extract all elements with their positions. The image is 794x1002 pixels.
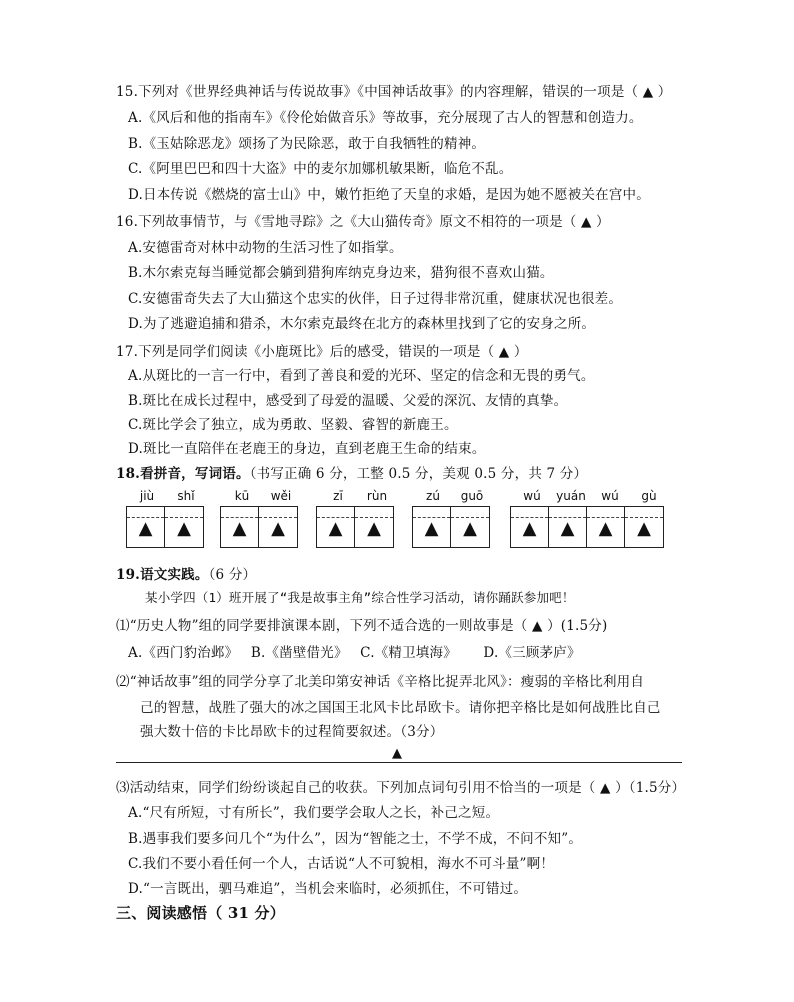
- q19-sub3-stem: ⑶活动结束，同学们纷纷谈起自己的收获。下列加点词句引用不恰当的一项是（ ▲ ）（1.5分）: [116, 780, 686, 796]
- q15-option-c: C.《阿里巴巴和四十大盗》中的麦尔加娜机敏果断，临危不乱。: [128, 161, 513, 177]
- q18-header: [116, 462, 587, 482]
- answer-mark: ▲: [367, 518, 381, 539]
- q19-sub2-line2: 己的智慧，战胜了强大的冰之国国王北风卡比昂欧卡。请你把辛格比是如何战胜比自己: [140, 700, 661, 716]
- q19-sub3-option-d: D.“一言既出，驷马难追”，当机会来临时，必须抓住，不可错过。: [128, 881, 528, 897]
- pinyin-label: shǐ: [177, 489, 195, 503]
- word-box-4[interactable]: [412, 506, 490, 548]
- word-box-3[interactable]: [316, 506, 394, 548]
- q16-option-a: A.安德雷奇对林中动物的生活习性了如指掌。: [128, 240, 403, 256]
- char-cell[interactable]: [355, 507, 393, 547]
- char-cell[interactable]: [451, 507, 489, 547]
- char-cell[interactable]: [587, 507, 625, 547]
- char-cell[interactable]: [127, 507, 165, 547]
- answer-mark: ▲: [637, 518, 651, 539]
- char-cell[interactable]: [549, 507, 587, 547]
- char-cell[interactable]: [511, 507, 549, 547]
- char-cell[interactable]: [413, 507, 451, 547]
- q17-option-b: B.斑比在成长过程中，感受到了母爱的温暖、父爱的深沉、友情的真挚。: [128, 393, 568, 409]
- answer-mark: ▲: [177, 518, 191, 539]
- pinyin-label: rùn: [366, 489, 388, 503]
- section-3-title: 三、阅读感悟（ 31 分）: [116, 904, 285, 922]
- q17-option-c: C.斑比学会了独立，成为勇敢、坚毅、睿智的新鹿王。: [128, 417, 458, 433]
- pinyin-label: wú: [523, 489, 541, 503]
- q15-option-d: D.日本传说《燃烧的富士山》中，嫩竹拒绝了天皇的求婚，是因为她不愿被关在宫中。: [128, 187, 650, 203]
- word-box-5[interactable]: [510, 506, 664, 548]
- q17-stem: 17.下列是同学们阅读《小鹿斑比》后的感受，错误的一项是（ ▲ ）: [116, 344, 528, 360]
- q19-sub1-option-b: B.《凿壁借光》: [250, 645, 348, 661]
- q19-score: （6 分）: [208, 567, 257, 583]
- char-cell[interactable]: [221, 507, 259, 547]
- q15-option-a: A.《风后和他的指南车》《伶伦始做音乐》等故事，充分展现了古人的智慧和创造力。: [128, 110, 643, 126]
- answer-mark: ▲: [232, 518, 247, 539]
- answer-mark: ▲: [463, 518, 477, 539]
- q16-option-b: B.木尔索克每当睡觉都会躺到猎狗库纳克身边来，猎狗很不喜欢山猫。: [128, 265, 554, 281]
- pinyin-label: yuán: [556, 489, 586, 503]
- q19-sub1-options: [128, 641, 581, 661]
- q19-sub2-line1: ⑵“神话故事”组的同学分享了北美印第安神话《辛格比捉弄北风》：瘦弱的辛格比利用自: [116, 674, 645, 690]
- pinyin-label: wěi: [270, 489, 292, 503]
- pinyin-label: jiù: [139, 489, 155, 503]
- answer-mark: ▲: [271, 518, 285, 539]
- q18-scoring-note: （书写正确 6 分，工整 0.5 分，美观 0.5 分，共 7 分）: [249, 466, 588, 482]
- answer-mark: ▲: [138, 518, 153, 539]
- q17-option-d: D.斑比一直陪伴在老鹿王的身边，直到老鹿王生命的结束。: [128, 441, 486, 457]
- answer-mark: ▲: [560, 518, 575, 539]
- q19-title: 19.语文实践。: [116, 567, 209, 583]
- answer-mark: ▲: [424, 518, 439, 539]
- pinyin-label: kū: [234, 489, 250, 503]
- word-box-1[interactable]: [126, 506, 204, 548]
- char-cell[interactable]: [259, 507, 297, 547]
- answer-mark: ▲: [522, 518, 537, 539]
- q18-title: 18.看拼音，写词语。: [116, 466, 250, 482]
- q19-sub1-option-a: A.《西门豹治邺》: [128, 645, 239, 661]
- q19-sub1-stem: ⑴“历史人物”组的同学要排演课本剧，下列不适合选的一则故事是（ ▲ ）(1.5分): [116, 618, 608, 634]
- q15-option-b: B.《玉姑除恶龙》颂扬了为民除恶，敢于自我牺牲的精神。: [128, 136, 486, 152]
- q19-sub1-option-c: C.《精卫填海》: [360, 645, 457, 661]
- pinyin-row: [0, 489, 794, 507]
- q17-option-a: A.从斑比的一言一行中，看到了善良和爱的光环、坚定的信念和无畏的勇气。: [128, 368, 595, 384]
- pinyin-label: gù: [641, 489, 657, 503]
- answer-mark: ▲: [328, 518, 343, 539]
- pinyin-label: zú: [426, 489, 440, 503]
- q16-stem: 16.下列故事情节，与《雪地寻踪》之《大山猫传奇》原文不相符的一项是（ ▲ ）: [116, 214, 610, 230]
- q19-sub3-option-c: C.我们不要小看任何一个人，古话说“人不可貌相，海水不可斗量”啊！: [128, 856, 555, 872]
- q16-option-c: C.安德雷奇失去了大山猫这个忠实的伙伴，日子过得非常沉重，健康状况也很差。: [128, 291, 623, 307]
- q16-option-d: D.为了逃避追捕和猎杀，木尔索克最终在北方的森林里找到了它的安身之所。: [128, 316, 596, 332]
- q19-sub2-line3: 强大数十倍的卡比昂欧卡的过程简要叙述。（3分）: [140, 724, 444, 740]
- q19-header: [116, 563, 256, 583]
- q19-sub1-option-d: D.《三顾茅庐》: [483, 645, 581, 661]
- answer-mark: ▲: [598, 518, 613, 539]
- q19-sub2-answer-mark: ▲: [392, 746, 402, 761]
- pinyin-label: zī: [333, 489, 343, 503]
- q19-sub3-option-a: A.“尺有所短，寸有所长”，我们要学会取人之长，补己之短。: [128, 805, 500, 821]
- pinyin-label: wú: [601, 489, 619, 503]
- pinyin-label: guō: [460, 489, 484, 503]
- word-box-2[interactable]: [220, 506, 298, 548]
- q19-sub3-option-b: B.遇事我们要多问几个“为什么”，因为“智能之士，不学不成，不问不知”。: [128, 831, 583, 847]
- q15-stem: 15.下列对《世界经典神话与传说故事》《中国神话故事》的内容理解，错误的一项是（ ▲ ）: [116, 84, 672, 100]
- q19-intro: 某小学四（1）班开展了“我是故事主角”综合性学习活动，请你踊跃参加吧！: [145, 590, 575, 605]
- char-cell[interactable]: [317, 507, 355, 547]
- char-cell[interactable]: [625, 507, 663, 547]
- answer-line[interactable]: [116, 762, 682, 763]
- char-cell[interactable]: [165, 507, 203, 547]
